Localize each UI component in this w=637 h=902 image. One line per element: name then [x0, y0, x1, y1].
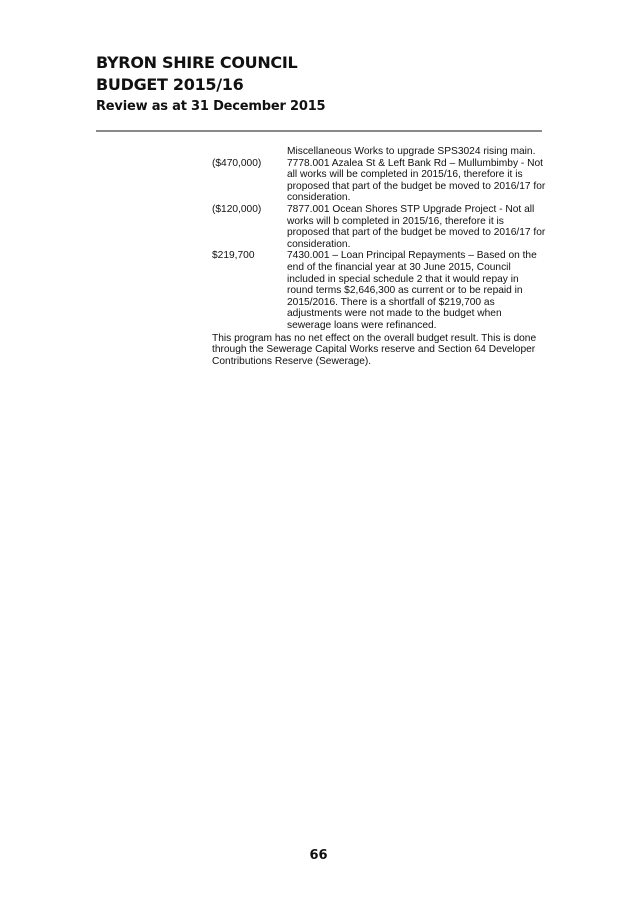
- variation-amount: ($120,000): [212, 203, 262, 215]
- budget-variations: [212, 146, 547, 367]
- variation-description: 7778.001 Azalea St & Left Bank Rd – Mullumbimby - Not all works will be completed in 2015/16, therefore it is proposed that part of the budget be moved to 2016/17 for consideration.: [287, 157, 546, 204]
- summary-paragraph: This program has no net effect on the overall budget result. This is done through the Sewerage Capital Works reserve and Section 64 Developer Contributions Reserve (Sewerage).: [212, 332, 537, 367]
- variation-description: Miscellaneous Works to upgrade SPS3024 rising main.: [287, 146, 536, 157]
- variation-row: [212, 250, 547, 331]
- org-name: BYRON SHIRE COUNCIL: [96, 53, 298, 72]
- variation-row: [212, 158, 547, 204]
- variation-row: [212, 204, 547, 250]
- budget-title: BUDGET 2015/16: [96, 75, 244, 94]
- page-header: [96, 52, 325, 116]
- variation-amount: [212, 146, 287, 158]
- variation-amount: ($470,000): [212, 157, 262, 169]
- page-number: 66: [309, 848, 328, 863]
- header-divider: [96, 130, 542, 132]
- review-date: Review as at 31 December 2015: [96, 99, 326, 114]
- variation-description: 7430.001 – Loan Principal Repayments – Based on the end of the financial year at 30 June 2015, Council included in special schedule 2 that it would repay in round terms $2,646,300 as current or to be repaid in 2015/2016. There is a shortfall of $219,700 as adjustments were not made to the budget when sewerage loans were refinanced.: [287, 250, 537, 331]
- variation-amount: $219,700: [212, 250, 255, 262]
- variation-description: 7877.001 Ocean Shores STP Upgrade Project - Not all works will b completed in 2015/16, therefore it is proposed that part of the budget be moved to 2016/17 for consideration.: [287, 203, 546, 250]
- variation-row: [212, 146, 547, 158]
